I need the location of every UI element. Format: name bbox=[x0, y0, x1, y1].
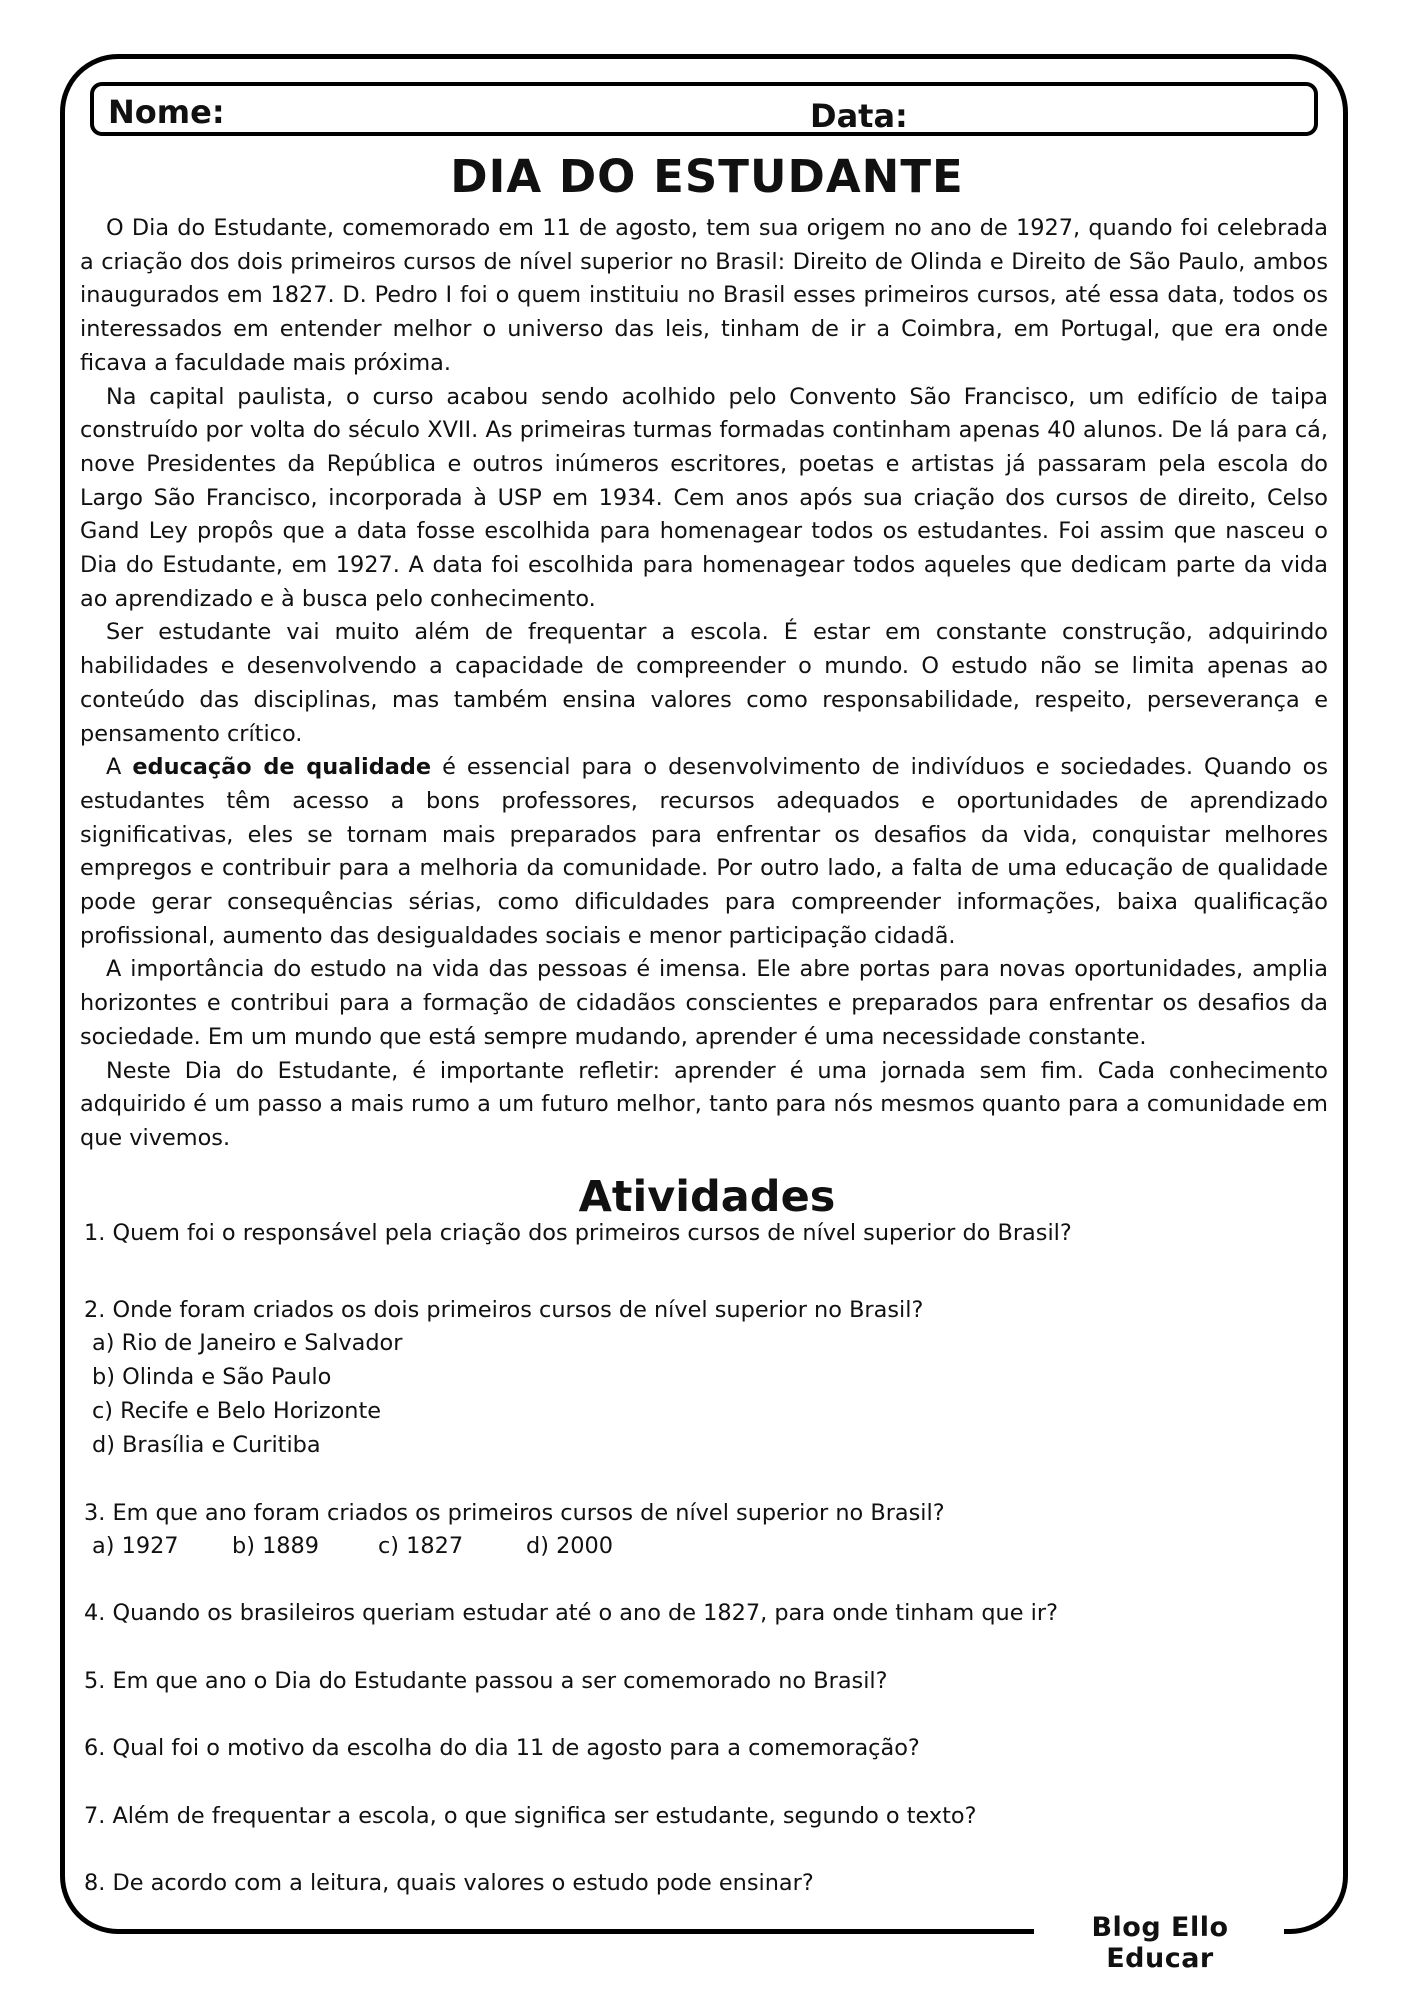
paragraph: Ser estudante vai muito além de frequentar a escola. É estar em constante construção, adquirindo habilidades e desenvolvendo a capacidade de compreender o mundo. O estudo não se limita apenas ao conteúdo das disciplinas, mas também ensina valores como responsabilidade, respeito, perseverança e pensamento crítico. bbox=[80, 619, 1328, 747]
question-5: 5. Em que ano o Dia do Estudante passou a ser comemorado no Brasil? bbox=[84, 1668, 888, 1694]
paragraph bbox=[80, 751, 1328, 953]
question-2-option-a: a) Rio de Janeiro e Salvador bbox=[92, 1330, 403, 1356]
name-label: Nome: bbox=[108, 93, 225, 131]
paragraph: Neste Dia do Estudante, é importante refletir: aprender é uma jornada sem fim. Cada conhecimento adquirido é um passo a mais rumo a um futuro melhor, tanto para nós mesmos quanto para a comunidade em que vivemos. bbox=[80, 1057, 1328, 1151]
question-3: 3. Em que ano foram criados os primeiros cursos de nível superior no Brasil? bbox=[84, 1500, 945, 1526]
paragraph-prefix: A bbox=[106, 754, 133, 781]
paragraph: O Dia do Estudante, comemorado em 11 de agosto, tem sua origem no ano de 1927, quando foi celebrada a criação dos dois primeiros cursos de nível superior no Brasil: Direito de Olinda e Direito de São Paulo, ambos inaugurados em 1827. D. Pedro I foi o quem instituiu no Brasil esses primeiros cursos, até essa data, todos os interessados em entender melhor o universo das leis, tinham de ir a Coimbra, em Portugal, que era onde ficava a faculdade mais próxima. bbox=[80, 215, 1328, 376]
question-3-option-c: c) 1827 bbox=[378, 1533, 464, 1559]
question-3-option-a: a) 1927 bbox=[92, 1533, 179, 1559]
question-4: 4. Quando os brasileiros queriam estudar até o ano de 1827, para onde tinham que ir? bbox=[84, 1600, 1058, 1626]
question-2: 2. Onde foram criados os dois primeiros cursos de nível superior no Brasil? bbox=[84, 1297, 924, 1323]
question-2-option-c: c) Recife e Belo Horizonte bbox=[92, 1398, 382, 1424]
page-title: DIA DO ESTUDANTE bbox=[450, 150, 964, 203]
question-3-option-b: b) 1889 bbox=[232, 1533, 320, 1559]
question-6: 6. Qual foi o motivo da escolha do dia 11 de agosto para a comemoração? bbox=[84, 1735, 920, 1761]
name-date-box bbox=[90, 82, 1318, 136]
paragraph: A importância do estudo na vida das pessoas é imensa. Ele abre portas para novas oportunidades, amplia horizontes e contribui para a formação de cidadãos conscientes e preparados para enfrentar os desafios da sociedade. Em um mundo que está sempre mudando, aprender é uma necessidade constante. bbox=[80, 956, 1328, 1050]
paragraph-rest: é essencial para o desenvolvimento de indivíduos e sociedades. Quando os estudantes têm acesso a bons professores, recursos adequados e oportunidades de aprendizado significativas, eles se tornam mais preparados para enfrentar os desafios da vida, conquistar melhores empregos e contribuir para a melhoria da comunidade. Por outro lado, a falta de uma educação de qualidade pode gerar consequências sérias, como dificuldades para compreender informações, baixa qualificação profissional, aumento das desigualdades sociais e menor participação cidadã. bbox=[80, 754, 1328, 949]
question-1: 1. Quem foi o responsável pela criação dos primeiros cursos de nível superior do Brasil? bbox=[84, 1220, 1072, 1246]
activities-title: Atividades bbox=[578, 1172, 836, 1222]
paragraph: Na capital paulista, o curso acabou sendo acolhido pelo Convento São Francisco, um edifício de taipa construído por volta do século XVII. As primeiras turmas formadas continham apenas 40 alunos. De lá para cá, nove Presidentes da República e outros inúmeros escritores, poetas e artistas já passaram pela escola do Largo São Francisco, incorporada à USP em 1934. Cem anos após sua criação dos cursos de direito, Celso Gand Ley propôs que a data fosse escolhida para homenagear todos os estudantes. Foi assim que nasceu o Dia do Estudante, em 1927. A data foi escolhida para homenagear todos aqueles que dedicam parte da vida ao aprendizado e à busca pelo conhecimento. bbox=[80, 383, 1328, 612]
date-label: Data: bbox=[810, 97, 908, 135]
question-3-option-d: d) 2000 bbox=[526, 1533, 614, 1559]
highlight-text: educação de qualidade bbox=[132, 754, 432, 781]
question-8: 8. De acordo com a leitura, quais valores o estudo pode ensinar? bbox=[84, 1870, 814, 1896]
question-2-option-d: d) Brasília e Curitiba bbox=[92, 1432, 321, 1458]
footer-brand: Blog Ello Educar bbox=[1091, 1912, 1229, 1974]
article-text bbox=[80, 212, 1328, 1156]
question-2-option-b: b) Olinda e São Paulo bbox=[92, 1364, 332, 1390]
question-7: 7. Além de frequentar a escola, o que significa ser estudante, segundo o texto? bbox=[84, 1803, 977, 1829]
